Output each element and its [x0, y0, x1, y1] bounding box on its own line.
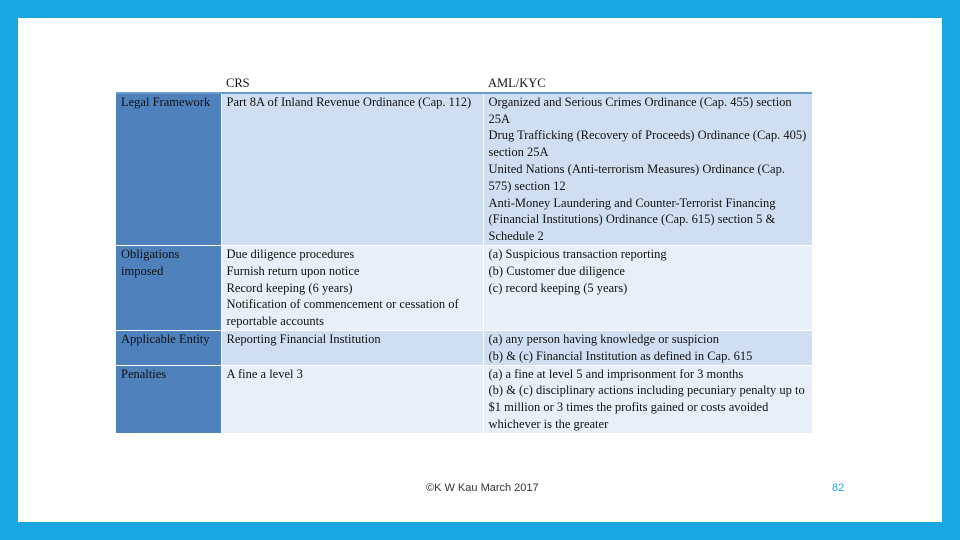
crs-obligation-line: Notification of commencement or cessation of reportable accounts: [226, 297, 459, 329]
crs-entity-line: Reporting Financial Institution: [226, 331, 381, 346]
table-row-penalties: [116, 365, 812, 433]
footer-copyright: ©K W Kau March 2017: [426, 482, 539, 494]
table-header-row: [116, 75, 812, 93]
crs-obligation-line: Record keeping (6 years): [226, 280, 353, 295]
aml-obligation-line: (c) record keeping (5 years): [488, 280, 628, 295]
comparison-table: [116, 75, 812, 434]
crs-legal-framework: [221, 93, 483, 246]
aml-penalty-line: (b) & (c) disciplinary actions including pecuniary penalty up to $1 million or 3 times the profits gained or costs avoided whichever is the greater: [488, 383, 805, 431]
aml-legal-line: Anti-Money Laundering and Counter-Terrorist Financing (Financial Institutions) Ordinance (Cap. 615) section 5 & Schedule 2: [488, 195, 776, 244]
aml-legal-line: Drug Trafficking (Recovery of Proceeds) Ordinance (Cap. 405) section 25A: [488, 128, 807, 160]
aml-obligation-line: (a) Suspicious transaction reporting: [488, 246, 667, 261]
aml-penalty-line: (a) a fine at level 5 and imprisonment for 3 months: [488, 366, 744, 381]
aml-legal-line: Organized and Serious Crimes Ordinance (Cap. 455) section 25A: [488, 94, 792, 126]
crs-penalties: [221, 365, 483, 433]
table-row-obligations: [116, 245, 812, 330]
crs-penalty-line: A fine a level 3: [226, 366, 303, 381]
crs-legal-line: Part 8A of Inland Revenue Ordinance (Cap. 112): [226, 94, 472, 109]
aml-legal-framework: [483, 93, 812, 246]
crs-obligation-line: Furnish return upon notice: [226, 263, 360, 278]
row-label-obligations: Obligations imposed: [116, 245, 221, 330]
aml-applicable-entity: [483, 330, 812, 365]
page-number: 82: [832, 482, 845, 494]
row-label-applicable-entity: Applicable Entity: [116, 330, 221, 365]
crs-obligation-line: Due diligence procedures: [226, 246, 355, 261]
header-aml-kyc: AML/KYC: [483, 75, 812, 93]
header-blank: [116, 75, 221, 93]
aml-legal-line: United Nations (Anti-terrorism Measures) Ordinance (Cap. 575) section 12: [488, 161, 785, 193]
aml-entity-line: (a) any person having knowledge or suspicion: [488, 331, 719, 346]
crs-applicable-entity: [221, 330, 483, 365]
aml-obligation-line: (b) Customer due diligence: [488, 263, 625, 278]
aml-entity-line: (b) & (c) Financial Institution as defined in Cap. 615: [488, 348, 753, 363]
header-crs: CRS: [221, 75, 483, 93]
table-row-applicable-entity: [116, 330, 812, 365]
aml-penalties: [483, 365, 812, 433]
aml-obligations: [483, 245, 812, 330]
row-label-penalties: Penalties: [116, 365, 221, 433]
row-label-legal-framework: Legal Framework: [116, 93, 221, 246]
crs-obligations: [221, 245, 483, 330]
table-row-legal-framework: [116, 93, 812, 246]
